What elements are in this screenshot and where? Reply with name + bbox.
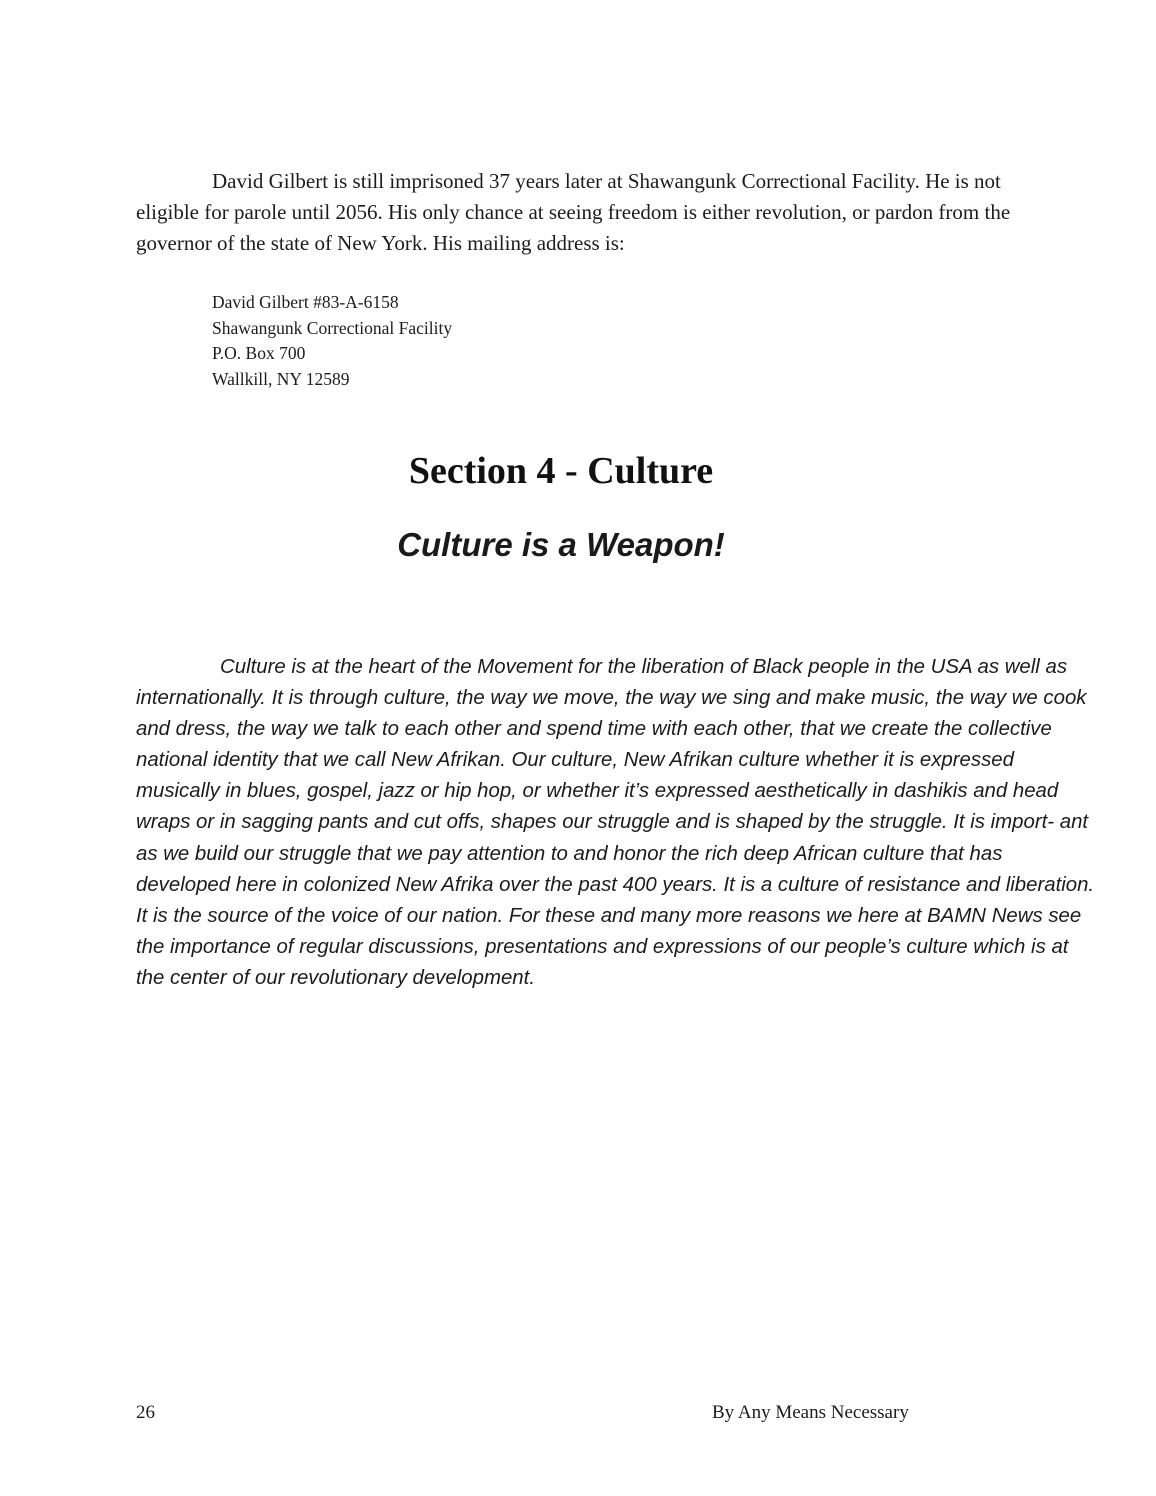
page-number: 26 (136, 1402, 155, 1423)
address-line-name: David Gilbert #83-A-6158 (212, 292, 399, 312)
address-line-po-box: P.O. Box 700 (212, 343, 306, 363)
publication-title: By Any Means Necessary (712, 1402, 909, 1423)
address-line-city: Wallkill, NY 12589 (212, 368, 350, 389)
culture-paragraph: Culture is at the heart of the Movement for the liberation of Black people in the USA as well as internationally. It is through culture, the way we move, the way we sing and make music, the way we cook and dress, the way we talk to each other and spend time with each other, that we create the collective national identity that we call New Afrikan. Our culture, New Afrikan culture whether it is expressed musically in blues, gospel, jazz or hip hop, or whether it’s expressed aesthetically in dashikis and head wraps or in sagging pants and cut offs, shapes our struggle and is shaped by the struggle. It is import- ant as we build our struggle that we pay attention to and honor the rich deep African culture that has developed here in colonized New Afrika over the past 400 years. It is a culture of resistance and liberation. It is the source of the voice of our nation. For these and many more reasons we here at BAMN News see the importance of regular discussions, presentations and expressions of our people’s culture which is at the center of our revolutionary development. (136, 656, 1095, 989)
section-subtitle: Culture is a Weapon! (397, 526, 725, 563)
mailing-address-block (212, 290, 452, 392)
intro-paragraph: David Gilbert is still imprisoned 37 years later at Shawangunk Correctional Facility. He is not eligible for parole until 2056. His only chance at seeing freedom is either revolution, or pardon from the governor of the state of New York. His mailing address is: (136, 169, 1011, 255)
section-title: Section 4 - Culture (408, 450, 714, 492)
address-line-facility: Shawangunk Correctional Facility (212, 317, 453, 338)
